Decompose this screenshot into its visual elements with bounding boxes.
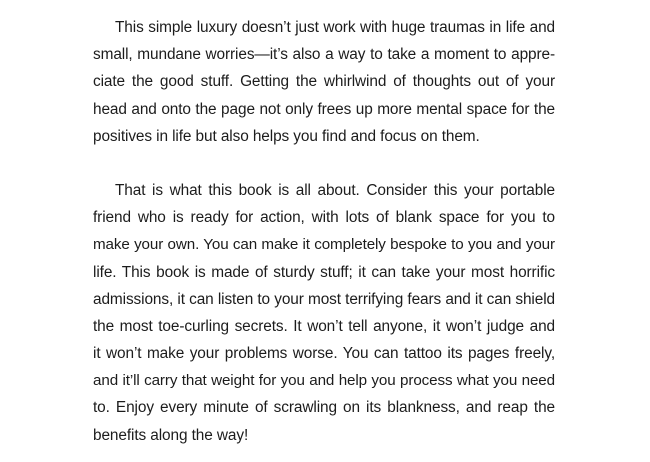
paragraph-line: life. This book is made of sturdy stuff; it can take your most horrific	[93, 263, 555, 281]
document-body	[93, 14, 555, 449]
paragraph-line: This simple luxury doesn’t just work with huge traumas in life and	[115, 19, 555, 36]
paragraph-line: make your own. You can make it completely bespoke to you and your	[93, 236, 555, 254]
paragraph-spacer	[93, 150, 555, 177]
paragraph-line: That is what this book is all about. Consider this your portable	[115, 181, 555, 199]
paragraph-line: benefits along the way!	[93, 426, 249, 444]
paragraph-2	[93, 177, 555, 449]
paragraph-1	[93, 14, 555, 150]
paragraph-line: it won’t make your problems worse. You can tattoo its pages freely,	[93, 345, 555, 363]
paragraph-line: small, mundane worries—it’s also a way to take a moment to appre-	[93, 46, 555, 64]
paragraph-line: the most toe-curling secrets. It won’t tell anyone, it won’t judge and	[93, 317, 555, 335]
paragraph-line: ciate the good stuff. Getting the whirlwind of thoughts out of your	[93, 73, 555, 91]
paragraph-line: admissions, it can listen to your most terrifying fears and it can shield	[93, 290, 555, 308]
paragraph-line: friend who is ready for action, with lots of blank space for you to	[93, 209, 555, 227]
paragraph-line: head and onto the page not only frees up more mental space for the	[93, 100, 555, 118]
paragraph-line: positives in life but also helps you find and focus on them.	[93, 127, 480, 145]
paragraph-line: and it’ll carry that weight for you and help you process what you need	[93, 372, 555, 390]
paragraph-line: to. Enjoy every minute of scrawling on its blankness, and reap the	[93, 399, 555, 417]
